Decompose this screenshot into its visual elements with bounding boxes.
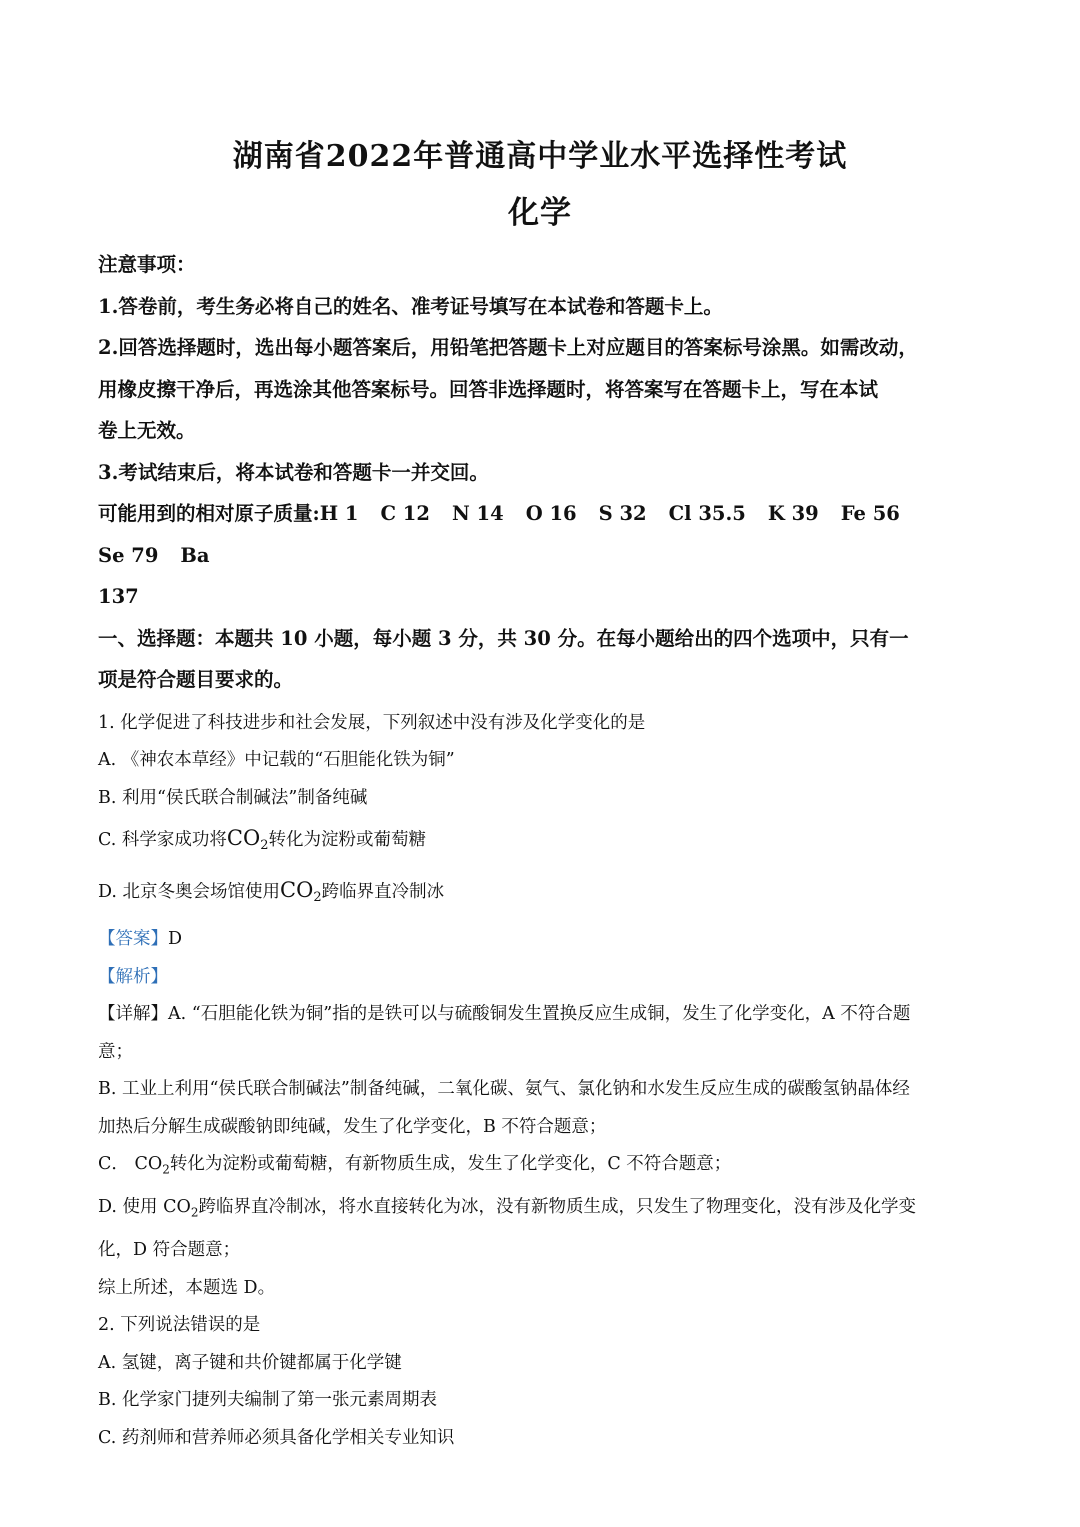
- detail-c-pre: C．: [98, 1154, 135, 1174]
- q1-answer: [98, 921, 984, 959]
- detail-d-pre: D. 使用: [98, 1197, 164, 1217]
- q1-option-c-pre: C. 科学家成功将: [98, 830, 227, 850]
- atomic-mass: N 14: [451, 502, 504, 525]
- detail-c-post: 转化为淀粉或葡萄糖，有新物质生成，发生了化学变化，C 不符合题意；: [169, 1154, 732, 1174]
- atomic-masses-label: 可能用到的相对原子质量:: [98, 502, 320, 525]
- co2-formula: [134, 1154, 170, 1177]
- atomic-masses-line: [98, 493, 984, 576]
- q1-option-b: B. 利用“侯氏联合制碱法”制备纯碱: [98, 787, 368, 808]
- co2-formula: [163, 1197, 199, 1220]
- q1-detail-d-cont: 化，D 符合题意；: [98, 1240, 241, 1260]
- q1-detail-d: [98, 1189, 984, 1232]
- co2-main: CO: [163, 1197, 191, 1217]
- notice-item: 卷上无效。: [98, 419, 196, 442]
- atomic-mass: Ba: [180, 543, 210, 567]
- q1-detail-a: [98, 996, 984, 1034]
- q1-analysis: [98, 959, 984, 997]
- co2-sub: 2: [313, 890, 322, 905]
- q1-stem: 1. 化学促进了科技进步和社会发展，下列叙述中没有涉及化学变化的是: [98, 712, 646, 733]
- q1-option-d-pre: D. 北京冬奥会场馆使用: [98, 882, 281, 902]
- exam-title: 湖南省2022年普通高中学业水平选择性考试: [232, 139, 848, 174]
- co2-sub: 2: [260, 838, 269, 853]
- co2-main: CO: [280, 878, 314, 902]
- q1-summary: 综上所述，本题选 D。: [98, 1277, 276, 1298]
- atomic-mass: Se 79: [98, 543, 159, 567]
- q2-option-c: C. 药剂师和营养师必须具备化学相关专业知识: [98, 1427, 455, 1448]
- q1-detail-b: B. 工业上利用“侯氏联合制碱法”制备纯碱，二氧化碳、氨气、氯化钠和水发生反应生成的碳酸氢钠晶体经: [98, 1079, 910, 1099]
- q1-detail-a-cont: 意；: [98, 1041, 133, 1062]
- q2-stem: 2. 下列说法错误的是: [98, 1315, 261, 1335]
- q2-option-a: A. 氢键，离子键和共价键都属于化学键: [98, 1352, 402, 1373]
- notice-item: 3.考试结束后，将本试卷和答题卡一并交回。: [98, 460, 489, 484]
- co2-sub: 2: [190, 1205, 199, 1220]
- exam-subject: 化学: [508, 195, 572, 231]
- q1-option-d: [98, 867, 984, 921]
- q1-option-c-post: 转化为淀粉或葡萄糖: [268, 830, 426, 850]
- detail-label: 【详解】: [98, 1004, 168, 1024]
- q2-option-b: B. 化学家门捷列夫编制了第一张元素周期表: [98, 1390, 437, 1410]
- atomic-mass: K 39: [767, 502, 819, 525]
- notice-item: 2.回答选择题时，选出每小题答案后，用铅笔把答题卡上对应题目的答案标号涂黑。如需改动，: [98, 336, 918, 359]
- section-heading: 一、选择题：本题共 10 小题，每小题 3 分，共 30 分。在每小题给出的四个选项中，只有一: [98, 626, 909, 650]
- co2-formula: [280, 878, 322, 905]
- detail-d-post: 跨临界直冷制冰，将水直接转化为冰，没有新物质生成，只发生了物理变化，没有涉及化学变: [198, 1197, 916, 1217]
- exam-content: [98, 244, 984, 1457]
- atomic-mass: S 32: [598, 502, 647, 525]
- q1-option-d-post: 跨临界直冷制冰: [321, 882, 445, 902]
- answer-value: D: [168, 929, 183, 949]
- atomic-mass: H 1: [319, 502, 359, 525]
- co2-main: CO: [134, 1154, 163, 1174]
- atomic-mass: Fe 56: [840, 502, 900, 525]
- notice-heading: 注意事项：: [98, 253, 196, 276]
- co2-formula: [226, 826, 269, 853]
- answer-label: 【答案】: [98, 929, 168, 949]
- q1-option-c: [98, 817, 984, 867]
- atomic-mass-overflow: 137: [98, 585, 139, 608]
- notice-item: 用橡皮擦干净后，再选涂其他答案标号。回答非选择题时，将答案写在答题卡上，写在本试: [98, 377, 879, 401]
- co2-sub: 2: [162, 1162, 170, 1177]
- atomic-mass: Cl 35.5: [668, 502, 746, 525]
- atomic-mass: O 16: [525, 502, 577, 525]
- q1-detail-c: [98, 1146, 984, 1189]
- q1-option-a: A. 《神农本草经》中记载的“石胆能化铁为铜”: [98, 750, 455, 770]
- analysis-label: 【解析】: [98, 966, 168, 987]
- notice-item: 1.答卷前，考生务必将自己的姓名、准考证号填写在本试卷和答题卡上。: [98, 294, 723, 318]
- atomic-mass: C 12: [380, 502, 430, 525]
- co2-main: CO: [226, 826, 261, 850]
- section-heading-cont: 项是符合题目要求的。: [98, 668, 294, 691]
- detail-a-text: A. “石胆能化铁为铜”指的是铁可以与硫酸铜发生置换反应生成铜，发生了化学变化，A 不符合题: [168, 1004, 911, 1024]
- q1-detail-b-cont: 加热后分解生成碳酸钠即纯碱，发生了化学变化，B 不符合题意；: [98, 1116, 607, 1137]
